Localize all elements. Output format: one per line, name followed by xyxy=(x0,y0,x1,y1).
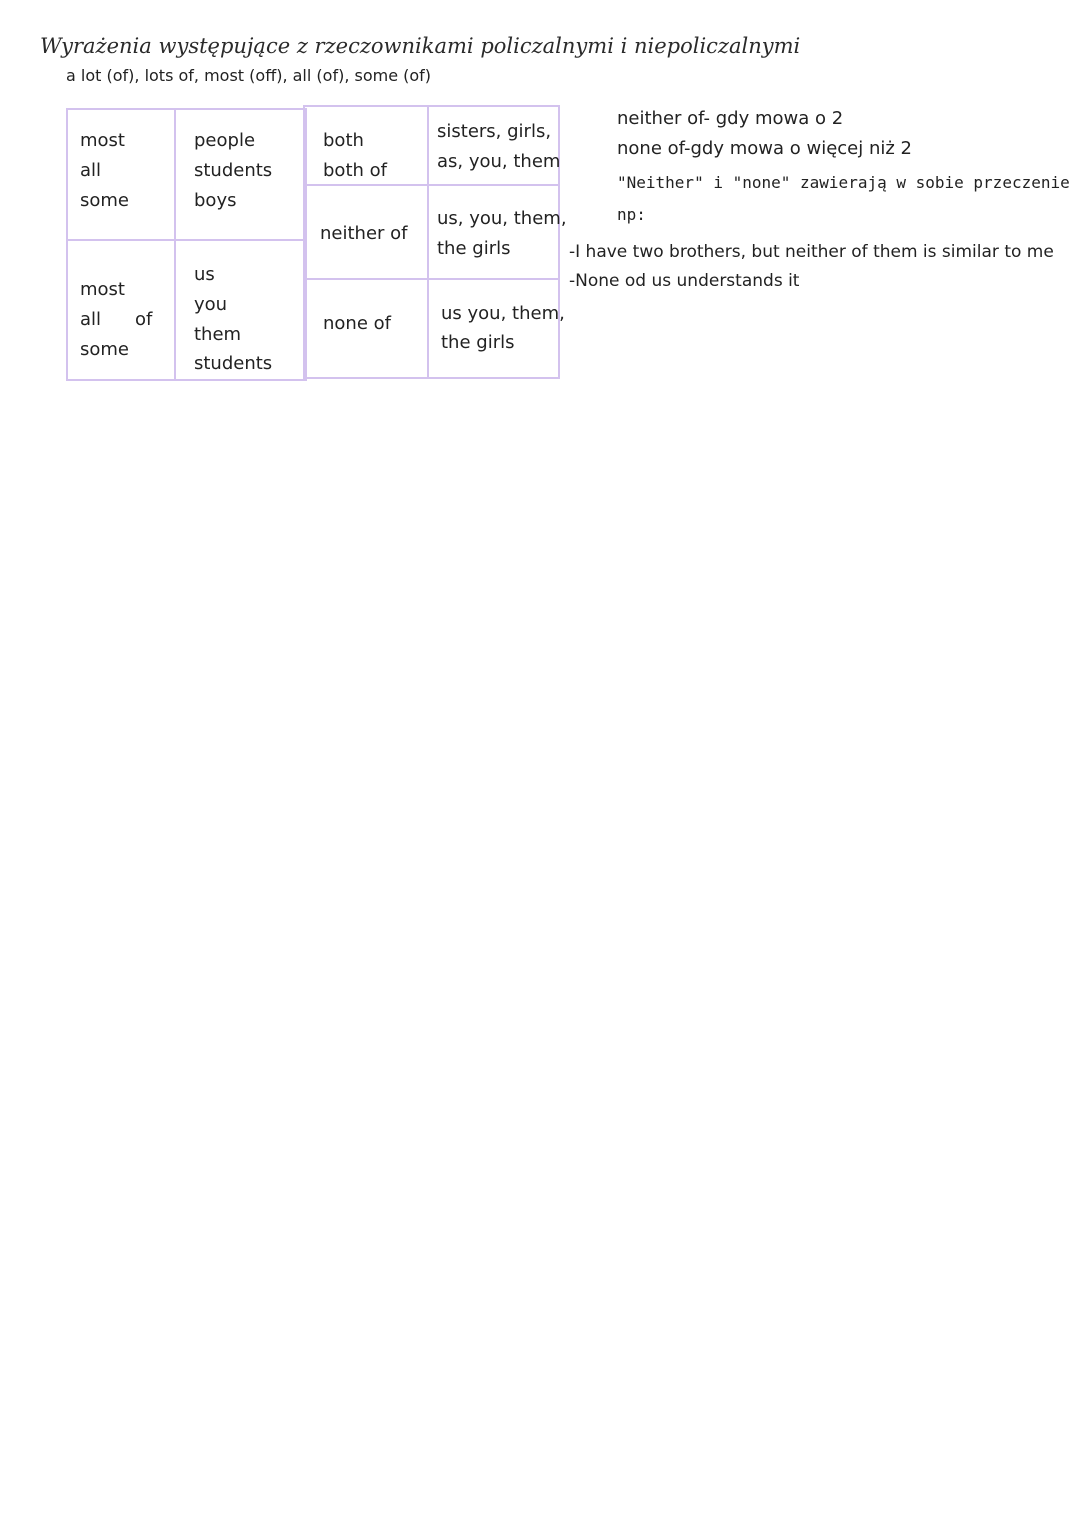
left-table-col-divider xyxy=(174,108,176,379)
pronoun-them: them xyxy=(194,324,242,345)
of-label: of xyxy=(135,309,153,330)
words-as-you-them: as, you, them xyxy=(437,151,561,172)
left-table-row-divider xyxy=(66,239,305,241)
note-np: np: xyxy=(617,205,646,224)
noun-boys: boys xyxy=(194,190,237,211)
quantifier-all: all xyxy=(80,160,102,181)
word-both: both xyxy=(323,130,364,151)
pronoun-students: students xyxy=(194,353,273,374)
quantifier-some-of: some xyxy=(80,339,129,360)
quantifier-all-of: all xyxy=(80,309,102,330)
words-us-you-them-2: us you, them, xyxy=(441,303,565,324)
word-both-of: both of xyxy=(323,160,387,181)
noun-people: people xyxy=(194,130,256,151)
word-neither-of: neither of xyxy=(320,223,408,244)
example-sentence-2: -None od us understands it xyxy=(569,271,800,291)
words-sisters-girls: sisters, girls, xyxy=(437,121,552,142)
pronoun-us: us xyxy=(194,264,215,285)
word-none-of: none of xyxy=(323,313,391,334)
quantifier-most: most xyxy=(80,130,125,151)
note-none-of: none of-gdy mowa o więcej niż 2 xyxy=(617,138,912,159)
right-table-row-divider-2 xyxy=(303,278,558,280)
words-the-girls-1: the girls xyxy=(437,238,511,259)
note-neither-of: neither of- gdy mowa o 2 xyxy=(617,108,844,129)
words-us-you-them-1: us, you, them, xyxy=(437,208,567,229)
quantifier-some: some xyxy=(80,190,129,211)
words-the-girls-2: the girls xyxy=(441,332,515,353)
page-title: Wyrażenia występujące z rzeczownikami policzalnymi i niepoliczalnymi xyxy=(40,34,801,58)
page-subtitle: a lot (of), lots of, most (off), all (of), some (of) xyxy=(66,66,432,85)
noun-students: students xyxy=(194,160,273,181)
pronoun-you: you xyxy=(194,294,228,315)
right-table-col-divider xyxy=(427,105,429,377)
note-negation: "Neither" i "none" zawierają w sobie przeczenie xyxy=(617,173,1070,192)
example-sentence-1: -I have two brothers, but neither of them is similar to me xyxy=(569,242,1054,262)
quantifier-most-of: most xyxy=(80,279,125,300)
